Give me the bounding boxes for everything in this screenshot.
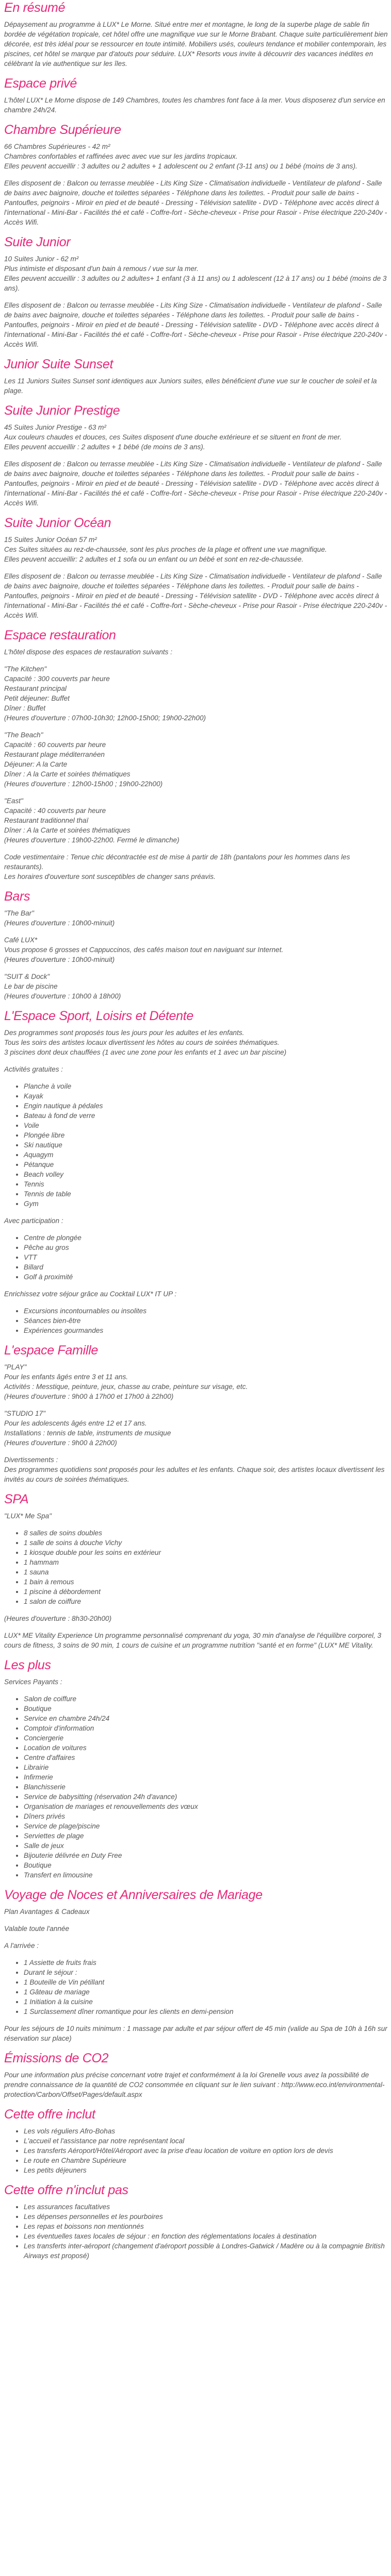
restaurant-item <box>4 730 388 789</box>
service-item: • Infirmerie <box>24 1772 388 1782</box>
included-item: • Le route en Chambre Supérieure <box>24 2156 388 2165</box>
included-item: • Les petits déjeuners <box>24 2165 388 2175</box>
summary-title: En résumé <box>4 1 66 15</box>
restaurants-title: Espace restauration <box>4 628 116 642</box>
bar-line: Café LUX* <box>4 936 38 944</box>
paid-activities-list <box>4 1233 388 1282</box>
activity-item: • Voile <box>24 1121 388 1130</box>
room-description <box>4 142 388 171</box>
summary-paragraph: Dépaysement au programme à LUX* Le Morne. Situé entre mer et montagne, le long de la superbe plage de sable fin bordée de végétation tropicale, cet hôtel offre une magnifique vue sur le Morne Brabant. Chaque suite particulièrement bien décorée, est très idéal pour se ressourcer en toute intimité. Mobiliers usés, couleurs tendance et mobilier contemporain, les piscines, cet hôtel se marque par d'atouts pour séduire. LUX* Resorts vous invite à découvrir des vacances inédites en célébrant la vie authentique sur les îles. <box>4 21 388 67</box>
wedding-item: • 1 Gâteau de mariage <box>24 1987 388 1997</box>
room-equipment: Elles disposent de : Balcon ou terrasse meublée - Lits King Size - Climatisation individuelle - Ventilateur de plafond - Salle de bains avec baignoire, douche et toilettes séparées - Téléphone dans les toilettes. - Produit pour salle de bains - Pantoufles, peignoirs - Miroir en pied et de beauté - Dressing - Télévision satellite - DVD - Téléphone avec accès direct à l'international - Mini-Bar - Facilités thé et café - Coffre-fort - Sèche-cheveux - Prise pour Rasoir - Prise électrique 220-240v - Accès Wifi. <box>4 460 387 507</box>
sports-intro-line: Des programmes sont proposés tous les jours pour les adultes et les enfants. <box>4 1029 245 1037</box>
free-activities-title: Activités gratuites : <box>4 1065 63 1073</box>
restaurant-line: (Heures d'ouverture : 19h00-22h00. Fermé le dimanche) <box>4 836 180 844</box>
restaurant-line: "The Kitchen" <box>4 665 47 673</box>
room-title: Junior Suite Sunset <box>4 357 113 371</box>
sports-intro-line: 3 piscines dont deux chauffées (1 avec une zone pour les enfants et 1 avec un bar piscine) <box>4 1048 287 1056</box>
enrich-item: • Séances bien-être <box>24 1316 388 1326</box>
bar-line: Le bar de piscine <box>4 982 58 990</box>
room-line: Plus intimiste et disposant d'un bain à remous / vue sur la mer. <box>4 265 199 273</box>
bar-item <box>4 935 388 964</box>
room-line: Chambres confortables et raffinées avec avec vue sur les jardins tropicaux. <box>4 152 238 160</box>
activity-item: • Plongée libre <box>24 1130 388 1140</box>
service-item: • Location de voitures <box>24 1743 388 1753</box>
wedding-item: • 1 Bouteille de Vin pétillant <box>24 1977 388 1987</box>
bar-line: "The Bar" <box>4 909 35 917</box>
not-included-item: • Les assurances facultatives <box>24 2202 388 2212</box>
family-line: Installations : tennis de table, instruments de musique <box>4 1429 171 1437</box>
wedding-arrival: A l'arrivée : <box>4 1942 39 1950</box>
room-line: Ces Suites situées au rez-de-chaussée, sont les plus proches de la plage et offrent une vue magnifique. <box>4 546 327 553</box>
enrich-title: Enrichissez votre séjour grâce au Cocktail LUX* IT UP : <box>4 1290 177 1298</box>
family-line: "STUDIO 17" <box>4 1410 45 1417</box>
bar-line: (Heures d'ouverture : 10h00 à 18h00) <box>4 992 121 1000</box>
extras-list <box>4 1694 388 1880</box>
service-item: • Blanchisserie <box>24 1782 388 1792</box>
service-item: • Service de babysitting (réservation 24h d'avance) <box>24 1792 388 1802</box>
family-section <box>4 1343 388 1484</box>
co2-text: Pour une information plus précise concernant votre trajet et conformément à la loi Grenelle vous avez la possibilité de prendre connaissance de la quantité de CO2 consommée en cliquant sur le lien suivant : http://www.eco.int/environmental-protection/Carbon/Offset/Pages/default.aspx <box>4 2071 385 2098</box>
restaurant-line: Dîner : Buffet <box>4 704 46 712</box>
spa-item: • 1 bain à remous <box>24 1577 388 1587</box>
not-included-item: • Les transferts inter-aéroport (changement d'aéroport possible à Londres-Gatwick / Madère ou à la compagnie British Airways est proposé) <box>24 2241 388 2261</box>
family-item <box>4 1455 388 1484</box>
family-title: L'espace Famille <box>4 1343 99 1358</box>
room-section <box>4 76 388 115</box>
bars-title: Bars <box>4 889 30 904</box>
activity-item: • Tennis <box>24 1179 388 1189</box>
restaurant-line: Restaurant plage méditerranéen <box>4 751 105 758</box>
service-item: • Serviettes de plage <box>24 1831 388 1841</box>
wedding-plan: Plan Avantages & Cadeaux <box>4 1908 90 1916</box>
wedding-note: Pour les séjours de 10 nuits minimum : 1 massage par adulte et par séjour offert de 45 min (valide au Spa de 10h à 16h sur réservation sur place) <box>4 2025 387 2042</box>
activity-item: • Ski nautique <box>24 1140 388 1150</box>
bar-line: (Heures d'ouverture : 10h00-minuit) <box>4 919 115 927</box>
extras-title: Les plus <box>4 1658 51 1672</box>
restaurant-item <box>4 796 388 845</box>
spa-item: • 1 sauna <box>24 1567 388 1577</box>
activity-item: • Kayak <box>24 1091 388 1101</box>
spa-item: • 1 salon de coiffure <box>24 1597 388 1606</box>
hours-change-note: Les horaires d'ouverture sont susceptibles de changer sans préavis. <box>4 873 216 880</box>
room-section <box>4 515 388 620</box>
free-activities-list <box>4 1081 388 1209</box>
room-line: Elles peuvent accueillir : 2 adultes + 1 bébé (de moins de 3 ans). <box>4 443 205 451</box>
room-line: Aux couleurs chaudes et douces, ces Suites disposent d'une douche extérieure et se situent en front de mer. <box>4 433 342 441</box>
restaurant-line: Dîner : A la Carte et soirées thématiques <box>4 770 131 778</box>
not-included-item: • Les repas et boissons non mentionnés <box>24 2222 388 2231</box>
paid-activity-item: • VTT <box>24 1252 388 1262</box>
service-item: • Bijouterie délivrée en Duty Free <box>24 1851 388 1860</box>
co2-title: Émissions de CO2 <box>4 2051 109 2065</box>
activity-item: • Engin nautique à pédales <box>24 1101 388 1111</box>
wedding-item: • 1 Surclassement dîner romantique pour les clients en demi-pension <box>24 2007 388 2016</box>
spa-title: SPA <box>4 1492 29 1506</box>
service-item: • Centre d'affaires <box>24 1753 388 1762</box>
spa-item: • 1 hammam <box>24 1557 388 1567</box>
restaurant-line: Capacité : 40 couverts par heure <box>4 807 106 815</box>
paid-activity-item: • Golf à proximité <box>24 1272 388 1282</box>
room-title: Suite Junior Prestige <box>4 403 120 418</box>
included-item: • Les transferts Aéroport/Hôtel/Aéroport avec la prise d'eau location de voiture en option lors de devis <box>24 2146 388 2156</box>
not-included-item: • Les dépenses personnelles et les pourboires <box>24 2212 388 2222</box>
family-line: Pour les enfants âgés entre 3 et 11 ans. <box>4 1373 128 1381</box>
restaurant-line: Dîner : A la Carte et soirées thématiques <box>4 826 131 834</box>
family-item <box>4 1409 388 1448</box>
room-title: Chambre Supérieure <box>4 123 121 137</box>
wedding-item: • 1 Initiation à la cuisine <box>24 1997 388 2007</box>
room-section <box>4 403 388 508</box>
family-line: (Heures d'ouverture : 9h00 à 17h00 et 17h00 à 22h00) <box>4 1393 174 1400</box>
co2-section <box>4 2050 388 2099</box>
enrich-list <box>4 1306 388 1335</box>
included-section <box>4 2107 388 2175</box>
not-included-item: • Les éventuelles taxes locales de séjour : en fonction des réglementations locales à destination <box>24 2231 388 2241</box>
bar-line: "SUIT & Dock" <box>4 973 50 980</box>
activity-item: • Gym <box>24 1199 388 1209</box>
service-item: • Salle de jeux <box>24 1841 388 1851</box>
service-item: • Boutique <box>24 1860 388 1870</box>
restaurant-line: "The Beach" <box>4 731 43 739</box>
spa-item: • 8 salles de soins doubles <box>24 1528 388 1538</box>
enrich-item: • Excursions incontournables ou insolites <box>24 1306 388 1316</box>
wedding-item: • 1 Assiette de fruits frais <box>24 1958 388 1968</box>
room-line: 45 Suites Junior Prestige - 63 m² <box>4 423 106 431</box>
wedding-section <box>4 1887 388 2043</box>
room-section <box>4 357 388 396</box>
sports-intro-line: Tous les soirs des artistes locaux divertissent les hôtes au cours de soirées thématiques. <box>4 1039 280 1046</box>
family-line: Des programmes quotidiens sont proposés pour les adultes et les enfants. Chaque soir, des artistes locaux divertissent les invités au cours de soirées thématiques. <box>4 1466 385 1483</box>
room-line: Elles peuvent accueillir : 3 adultes ou 2 adultes+ 1 enfant (3 à 11 ans) ou 1 adolescent (12 à 17 ans) ou 1 bébé (moins de 3 ans). <box>4 275 387 292</box>
spa-item: • 1 kiosque double pour les soins en extérieur <box>24 1548 388 1557</box>
spa-item: • 1 piscine à débordement <box>24 1587 388 1597</box>
room-line: Les 11 Juniors Suites Sunset sont identiques aux Juniors suites, elles bénéficient d'une vue sur le coucher de soleil et la plage. <box>4 377 377 395</box>
included-item: • Les vols réguliers Afro-Bohas <box>24 2126 388 2136</box>
room-line: 10 Suites Junior - 62 m² <box>4 255 79 263</box>
activity-item: • Bateau à fond de verre <box>24 1111 388 1121</box>
spa-hours: (Heures d'ouverture : 8h30-20h00) <box>4 1615 112 1622</box>
room-description <box>4 535 388 564</box>
family-line: (Heures d'ouverture : 9h00 à 22h00) <box>4 1439 117 1447</box>
bar-line: (Heures d'ouverture : 10h00-minuit) <box>4 956 115 963</box>
service-item: • Dîners privés <box>24 1811 388 1821</box>
service-item: • Service en chambre 24h/24 <box>24 1714 388 1723</box>
included-list <box>4 2126 388 2175</box>
activity-item: • Aquagym <box>24 1150 388 1160</box>
restaurant-line: Petit déjeuner: Buffet <box>4 694 70 702</box>
family-line: Divertissements : <box>4 1456 58 1464</box>
room-description <box>4 422 388 452</box>
spa-program: LUX* ME Vitality Experience Un programme personnalisé comprenant du yoga, 30 min d'analyse de l'équilibre corporel, 3 cours de fitness, 3 soins de 90 min, 1 cours de cuisine et un programme nutrition "santé et en forme" (LUX* ME Vitality. <box>4 1632 382 1649</box>
restaurant-line: Capacité : 60 couverts par heure <box>4 741 106 749</box>
room-section <box>4 122 388 227</box>
room-line: Elles peuvent accueillir : 3 adultes ou 2 adultes + 1 adolescent ou 2 enfant (3-11 ans) ou 1 bébé (moins de 3 ans). <box>4 162 357 170</box>
wedding-item: • Durant le séjour : <box>24 1968 388 1977</box>
extras-subtitle: Services Payants : <box>4 1678 62 1686</box>
restaurants-section <box>4 628 388 882</box>
service-item: • Service de plage/piscine <box>24 1821 388 1831</box>
room-equipment: Elles disposent de : Balcon ou terrasse meublée - Lits King Size - Climatisation individuelle - Ventilateur de plafond - Salle de bains avec baignoire, douche et toilettes séparées - Téléphone dans les toilettes. - Produit pour salle de bains - Pantoufles, peignoirs - Miroir en pied et de beauté - Dressing - Télévision satellite - DVD - Téléphone avec accès direct à l'international - Mini-Bar - Facilités thé et café - Coffre-fort - Sèche-cheveux - Prise pour Rasoir - Prise électrique 220-240v - Accès Wifi. <box>4 572 387 619</box>
activity-item: • Tennis de table <box>24 1189 388 1199</box>
activity-item: • Pétanque <box>24 1160 388 1170</box>
restaurant-line: (Heures d'ouverture : 12h00-15h00 ; 19h00-22h00) <box>4 780 163 788</box>
sports-title: L'Espace Sport, Loisirs et Détente <box>4 1009 193 1023</box>
room-equipment: Elles disposent de : Balcon ou terrasse meublée - Lits King Size - Climatisation individuelle - Ventilateur de plafond - Salle de bains avec baignoire, douche et toilettes séparées - Téléphone dans les toilettes. - Produit pour salle de bains - Pantoufles, peignoirs - Miroir en pied et de beauté - Dressing - Télévision satellite - DVD - Téléphone avec accès direct à l'international - Mini-Bar - Facilités thé et café - Coffre-fort - Sèche-cheveux - Prise pour Rasoir - Prise électrique 220-240v - Accès Wifi. <box>4 301 387 348</box>
restaurants-intro: L'hôtel dispose des espaces de restauration suivants : <box>4 648 173 656</box>
included-title: Cette offre inclut <box>4 2107 95 2122</box>
paid-activity-item: • Centre de plongée <box>24 1233 388 1243</box>
paid-activity-item: • Pêche au gros <box>24 1243 388 1252</box>
family-line: "PLAY" <box>4 1363 27 1371</box>
family-line: Pour les adolescents âgés entre 12 et 17 ans. <box>4 1419 147 1427</box>
paid-activity-item: • Billard <box>24 1262 388 1272</box>
restaurant-list <box>4 664 388 845</box>
rooms-section <box>4 76 388 620</box>
paid-activities-title: Avec participation : <box>4 1217 63 1225</box>
room-title: Espace privé <box>4 76 77 91</box>
spa-section <box>4 1492 388 1650</box>
restaurant-line: Capacité : 300 couverts par heure <box>4 675 110 683</box>
spa-list <box>4 1528 388 1606</box>
family-list <box>4 1362 388 1484</box>
spa-item: • 1 salle de soins à douche Vichy <box>24 1538 388 1548</box>
activity-item: • Beach volley <box>24 1170 388 1179</box>
activity-item: • Planche à voile <box>24 1081 388 1091</box>
room-description <box>4 254 388 293</box>
not-included-title: Cette offre n'inclut pas <box>4 2183 128 2197</box>
not-included-list <box>4 2202 388 2261</box>
wedding-list <box>4 1958 388 2016</box>
room-line: 66 Chambres Supérieures - 42 m² <box>4 143 110 150</box>
dress-code-note: Code vestimentaire : Tenue chic décontractée est de mise à partir de 18h (pantalons pour les hommes dans les restaurants). <box>4 853 350 871</box>
family-item <box>4 1362 388 1401</box>
service-item: • Librairie <box>24 1762 388 1772</box>
spa-name: "LUX* Me Spa" <box>4 1512 52 1520</box>
wedding-title: Voyage de Noces et Anniversaires de Mariage <box>4 1888 263 1902</box>
restaurant-line: Restaurant traditionnel thaï <box>4 817 89 824</box>
room-line: 15 Suites Junior Océan 57 m² <box>4 536 97 544</box>
service-item: • Comptoir d'information <box>24 1723 388 1733</box>
room-section <box>4 234 388 349</box>
included-item: • L'accueil et l'assistance par notre représentant local <box>24 2136 388 2146</box>
room-title: Suite Junior <box>4 235 71 249</box>
service-item: • Boutique <box>24 1704 388 1714</box>
room-description <box>4 95 388 115</box>
bars-section <box>4 889 388 1001</box>
restaurant-line: "East" <box>4 797 23 805</box>
restaurant-line: Restaurant principal <box>4 685 67 692</box>
sports-section <box>4 1008 388 1335</box>
bar-item <box>4 972 388 1001</box>
bar-item <box>4 908 388 928</box>
service-item: • Organisation de mariages et renouvellements des vœux <box>24 1802 388 1811</box>
not-included-section <box>4 2182 388 2261</box>
room-description <box>4 376 388 396</box>
room-line: Elles peuvent accueillir: 2 adultes et 1 sofa ou un enfant ou un bébé et sont en rez-de-chaussée. <box>4 555 304 563</box>
summary-section <box>4 0 388 69</box>
wedding-validity: Valable toute l'année <box>4 1925 70 1933</box>
service-item: • Salon de coiffure <box>24 1694 388 1704</box>
room-line: L'hôtel LUX* Le Morne dispose de 149 Chambres, toutes les chambres font face à la mer. Vous disposerez d'un service en chambre 24h/24. <box>4 96 385 114</box>
service-item: • Conciergerie <box>24 1733 388 1743</box>
extras-section <box>4 1657 388 1880</box>
restaurant-line: Déjeuner: A la Carte <box>4 760 68 768</box>
bar-list <box>4 908 388 1001</box>
room-title: Suite Junior Océan <box>4 516 111 530</box>
family-line: Activités : Messtique, peinture, jeux, chasse au crabe, peinture sur visage, etc. <box>4 1383 248 1391</box>
enrich-item: • Expériences gourmandes <box>24 1326 388 1335</box>
bar-line: Vous propose 6 grosses et Cappuccinos, des cafés maison tout en naviguant sur Internet. <box>4 946 284 954</box>
restaurant-item <box>4 664 388 723</box>
service-item: • Transfert en limousine <box>24 1870 388 1880</box>
room-equipment: Elles disposent de : Balcon ou terrasse meublée - Lits King Size - Climatisation individuelle - Ventilateur de plafond - Salle de bains avec baignoire, douche et toilettes séparées - Téléphone dans les toilettes. - Produit pour salle de bains - Pantoufles, peignoirs - Miroir en pied et de beauté - Dressing - Télévision satellite - DVD - Téléphone avec accès direct à l'international - Mini-Bar - Facilités thé et café - Coffre-fort - Sèche-cheveux - Prise pour Rasoir - Prise électrique 220-240v - Accès Wifi. <box>4 179 387 226</box>
restaurant-line: (Heures d'ouverture : 07h00-10h30; 12h00-15h00; 19h00-22h00) <box>4 714 206 722</box>
